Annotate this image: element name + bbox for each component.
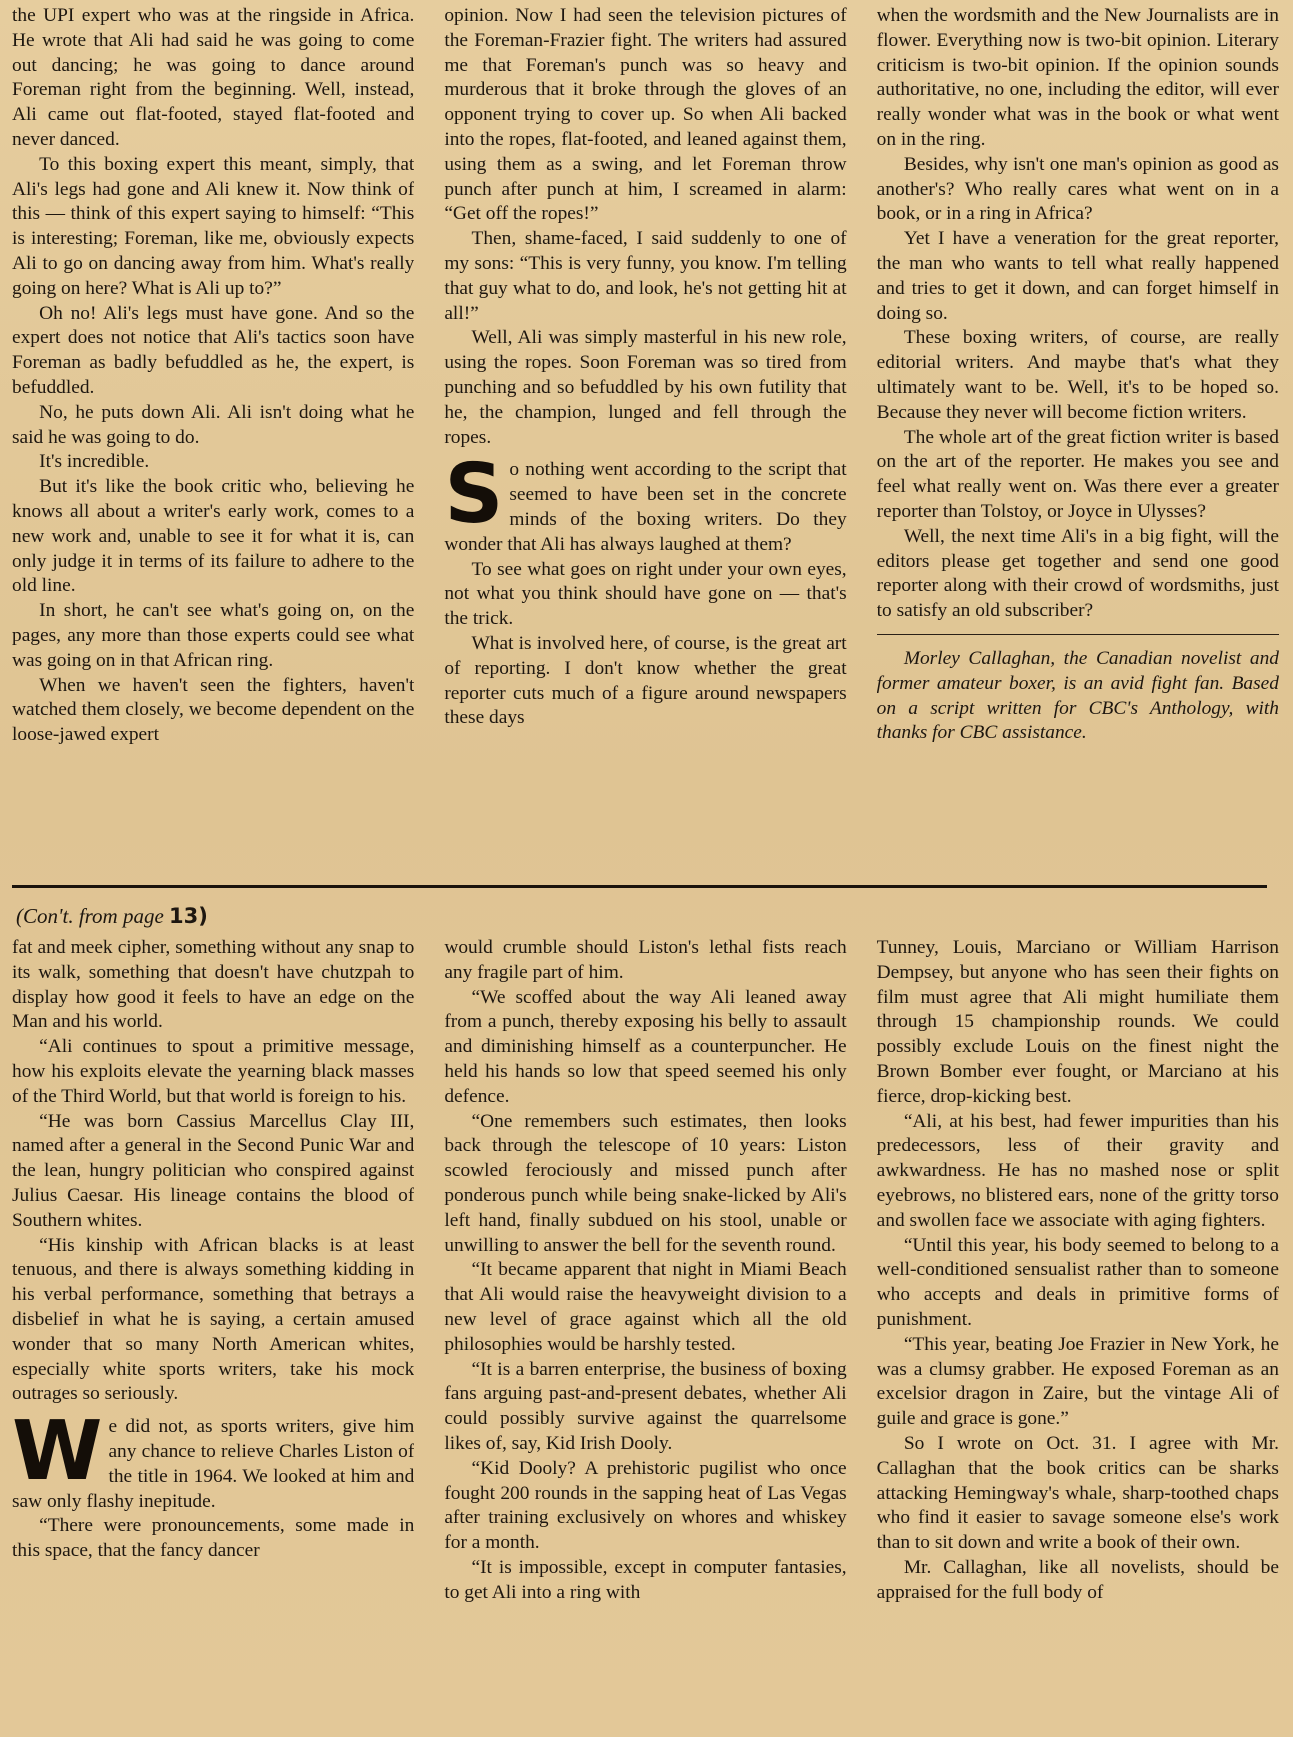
top-column-3 — [877, 4, 1279, 880]
paragraph: opinion. Now I had seen the television pictures of the Foreman-Frazier fight. The writers had assured me that Foreman's punch was so heavy and murderous that it broke through the gloves of an opponent trying to cover up. So when Ali backed into the ropes, flat-footed, and leaned against them, using them as a swing, and let Foreman throw punch after punch at him, I screamed in alarm: “Get off the ropes!” — [444, 5, 847, 225]
top-article — [0, 4, 1293, 880]
paragraph: It's incredible. — [39, 451, 150, 473]
continued-from-label — [16, 904, 208, 929]
paragraph: “We scoffed about the way Ali leaned away from a punch, thereby exposing his belly to assault and diminishing himself as a counterpuncher. He held his hands so low that speed seemed his only defence. — [444, 986, 847, 1107]
bottom-column-1 — [12, 936, 414, 1736]
paragraph: “It is a barren enterprise, the business of boxing fans arguing past-and-present debates, whether Ali could possibly survive against the quarrelsome likes of, say, Kid Irish Dooly. — [444, 1358, 847, 1454]
paragraph: In short, he can't see what's going on, on the pages, any more than those experts could see what was going on in that African ring. — [12, 600, 415, 671]
paragraph: “Ali continues to spout a primitive message, how his exploits elevate the yearning black masses of the Third World, but that world is foreign to his. — [12, 1036, 415, 1107]
paragraph: “His kinship with African blacks is at least tenuous, and there is always something kidding in his verbal performance, something that betrays a disbelief in what he is saying, a certain amused wonder that so many North American whites, especially white sports writers, take his mock outrages so seriously. — [12, 1234, 415, 1405]
paragraph: Tunney, Louis, Marciano or William Harrison Dempsey, but anyone who has seen their fights on film must agree that Ali might humiliate them through 15 championship rounds. We could possibly exclude Louis on the finest night the Brown Bomber ever fought, or Marciano at his fierce, drop-kicking best. — [876, 937, 1279, 1107]
drop-cap-letter: S — [444, 447, 504, 543]
paragraph: Well, the next time Ali's in a big fight, will the editors please get together and send one good reporter along with their crowd of wordsmiths, just to satisfy an old subscriber? — [876, 525, 1279, 622]
top-column-2 — [444, 4, 846, 880]
bottom-article — [0, 936, 1293, 1736]
paragraph: But it's like the book critic who, believing he knows all about a writer's early work, comes to a new work and, unable to see it for what it is, can only judge it in terms of its failure to adhere to the old line. — [12, 476, 415, 597]
paragraph: Besides, why isn't one man's opinion as good as another's? Who really cares what went on in a book, or in a ring in Africa? — [876, 153, 1279, 225]
paragraph: “It became apparent that night in Miami Beach that Ali would raise the heavyweight division to a new level of grace against which all the old philosophies would be harshly tested. — [444, 1259, 847, 1355]
paragraph: So I wrote on Oct. 31. I agree with Mr. Callaghan that the book critics can be sharks attacking Hemingway's whale, sharp-toothed chaps who find it easier to savage someone else's work than to sit down and write a book of their own. — [876, 1432, 1279, 1554]
paragraph: the UPI expert who was at the ringside in Africa. He wrote that Ali had said he was going to come out dancing; he was going to dance around Foreman right from the beginning. Well, instead, Ali came out flat-footed, stayed flat-footed and never danced. — [12, 5, 415, 150]
paragraph: “He was born Cassius Marcellus Clay III, named after a general in the Second Punic War and the lean, hungry politician who conspired against Julius Caesar. His lineage contains the blood of Southern whites. — [12, 1110, 415, 1231]
paragraph: These boxing writers, of course, are really editorial writers. And maybe that's what they ultimately want to be. Well, it's to be hoped so. Because they never will become fiction writers. — [876, 327, 1279, 423]
author-note-rule — [877, 634, 1279, 635]
paragraph: “Ali, at his best, had fewer impurities than his predecessors, less of their gravity and awkwardness. He has no mashed nose or split eyebrows, no blistered ears, none of the gritty torso and swollen face we associate with aging fighters. — [876, 1110, 1279, 1231]
paragraph: To see what goes on right under your own eyes, not what you think should have gone on — that's the trick. — [444, 558, 847, 630]
continued-text: (Con't. from page — [16, 904, 164, 928]
paragraph: To this boxing expert this meant, simply, that Ali's legs had gone and Ali knew it. Now think of this — think of this expert saying to himself: “This is interesting; Foreman, like me, obviously expects Ali to go on dancing away from him. What's really going on here? What is Ali up to?” — [12, 153, 415, 299]
paragraph-text: o nothing went according to the script that seemed to have been set in the concrete minds of the boxing writers. Do they wonder that Ali has always laughed at them? — [444, 459, 847, 555]
paragraph: “This year, beating Joe Frazier in New York, he was a clumsy grabber. He exposed Foreman as an excelsior dragon in Zaire, but the vintage Ali of guile and grace is gone.” — [876, 1333, 1279, 1430]
paragraph: Oh no! Ali's legs must have gone. And so the expert does not notice that Ali's tactics soon have Foreman as badly befuddled as he, the expert, is befuddled. — [12, 302, 415, 398]
paragraph: No, he puts down Ali. Ali isn't doing what he said he was going to do. — [12, 401, 415, 448]
paragraph: Yet I have a veneration for the great reporter, the man who wants to tell what really happened and tries to get it down, and can forget himself in doing so. — [876, 228, 1279, 324]
paragraph: What is involved here, of course, is the great art of reporting. I don't know whether the great reporter cuts much of a figure around newspapers these days — [444, 632, 847, 729]
continued-page-number: 13) — [169, 904, 208, 928]
paragraph: would crumble should Liston's lethal fists reach any fragile part of him. — [444, 937, 847, 983]
author-note: Morley Callaghan, the Canadian novelist and former amateur boxer, is an avid fight fan. Based on a script written for CBC's Anthology, with thanks for CBC assistance. — [876, 647, 1279, 744]
paragraph: Mr. Callaghan, like all novelists, should be appraised for the full body of — [876, 1556, 1279, 1603]
bottom-column-2 — [444, 936, 846, 1736]
section-divider — [12, 885, 1267, 888]
top-column-1 — [12, 4, 414, 880]
paragraph: “Kid Dooly? A prehistoric pugilist who once fought 200 rounds in the sapping heat of Las Vegas after training exclusively on whores and whiskey for a month. — [444, 1457, 847, 1554]
paragraph: “Until this year, his body seemed to belong to a well-conditioned sensualist rather than to someone who accepts and deals in primitive forms of punishment. — [876, 1234, 1279, 1330]
dropcap-paragraph — [12, 1404, 415, 1514]
paragraph: The whole art of the great fiction writer is based on the art of the reporter. He makes you see and feel what really went on. Was there ever a greater reporter than Tolstoy, or Joyce in Ulysses? — [876, 426, 1279, 522]
paragraph: fat and meek cipher, something without any snap to its walk, something that doesn't have chutzpah to display how good it feels to have an edge on the Man and his world. — [12, 937, 415, 1033]
paragraph: Well, Ali was simply masterful in his new role, using the ropes. Soon Foreman was so tired from punching and so befuddled by his own futility that he, the champion, lunged and fell through the ropes. — [444, 327, 847, 448]
paragraph: Then, shame-faced, I said suddenly to one of my sons: “This is very funny, you know. I'm telling that guy what to do, and look, he's not getting hit at all!” — [444, 228, 847, 324]
paragraph: When we haven't seen the fighters, haven't watched them closely, we become dependent on the loose-jawed expert — [12, 674, 415, 746]
paragraph-text: e did not, as sports writers, give him any chance to relieve Charles Liston of the title in 1964. We looked at him and saw only flashy inepitude. — [12, 1416, 415, 1512]
drop-cap-letter: W — [12, 1404, 103, 1500]
paragraph: “It is impossible, except in computer fantasies, to get Ali into a ring with — [444, 1556, 847, 1603]
paragraph: “One remembers such estimates, then looks back through the telescope of 10 years: Liston scowled ferociously and missed punch after ponderous punch while being snake-licked by Ali's left hand, finally subdued on his stool, unable or unwilling to answer the bell for the seventh round. — [444, 1110, 847, 1256]
paragraph: “There were pronouncements, some made in this space, that the fancy dancer — [12, 1515, 415, 1562]
dropcap-paragraph — [444, 447, 847, 557]
paragraph: when the wordsmith and the New Journalists are in flower. Everything now is two-bit opinion. Literary criticism is two-bit opinion. If the opinion sounds authoritative, no one, including the editor, will ever really wonder what was in the book or what went on in the ring. — [876, 5, 1279, 150]
bottom-column-3 — [877, 936, 1279, 1736]
